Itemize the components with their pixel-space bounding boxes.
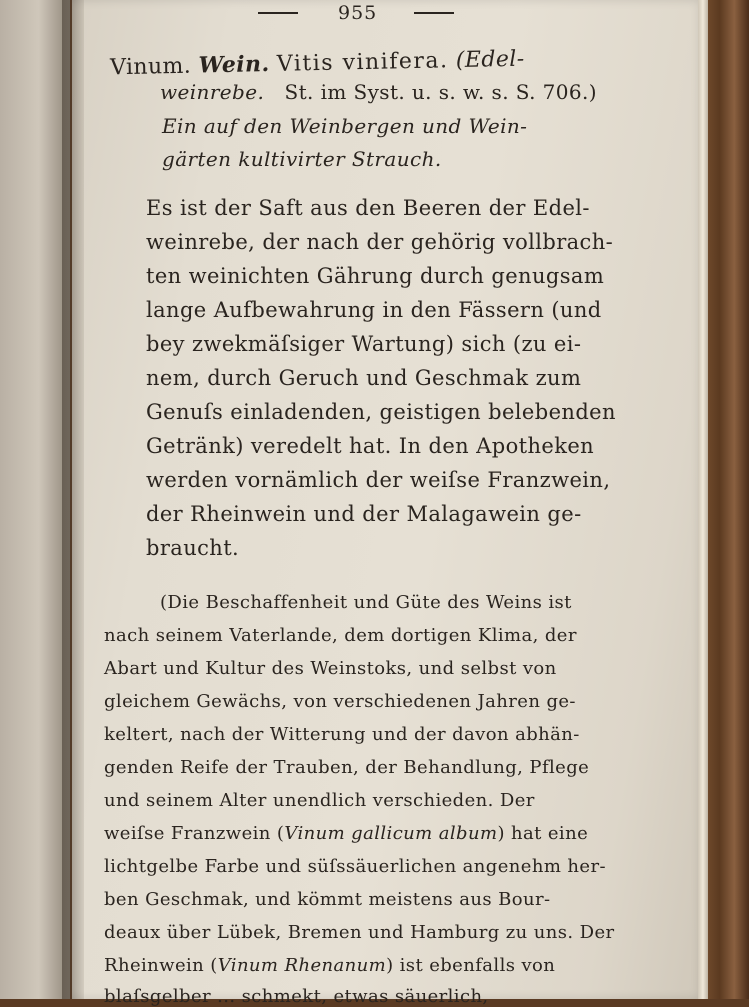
para1-line: braucht. [146, 536, 240, 560]
left-facing-page [0, 0, 70, 999]
species-name: Vitis vinifera. [276, 48, 449, 77]
para2-line-cut: blaſsgelber ... schmekt, etwas säuerlich, [104, 986, 489, 1007]
page-header [258, 2, 458, 24]
para1-line: werden vornämlich der weiſse Franzwein, [146, 468, 611, 492]
para2-line: ben Geschmak, und kömmt meistens aus Bour- [104, 889, 551, 910]
para2-line: nach seinem Vaterlande, dem dortigen Klima, der [104, 625, 577, 646]
para2-line [104, 955, 555, 976]
text-fragment: Rheinwein ( [104, 955, 218, 976]
page-number: 955 [338, 2, 378, 24]
para1-line: nem, durch Geruch und Geschmak zum [146, 366, 582, 390]
para1-line: weinrebe, der nach der gehörig vollbrach- [146, 230, 614, 254]
entry-title-line-2 [160, 80, 597, 104]
para2-line: keltert, nach der Witterung und der davon abhän- [104, 724, 580, 745]
para1-line: ten weinichten Gährung durch genugsam [146, 264, 605, 288]
latin-term: Vinum Rhenanum [217, 955, 387, 976]
para2-line: lichtgelbe Farbe und süſssäuerlichen angenehm her- [104, 856, 606, 877]
latin-name: Vinum. [109, 53, 192, 81]
german-name: Wein. [198, 51, 270, 79]
latin-term: Vinum gallicum album [284, 823, 498, 844]
para2-line: und seinem Alter unendlich verschieden. Der [104, 790, 535, 811]
para2-line [104, 823, 588, 844]
para1-line: Getränk) veredelt hat. In den Apotheken [146, 434, 595, 458]
header-right-rule [414, 12, 454, 14]
system-reference: St. im Syst. u. s. w. s. S. 706.) [284, 80, 597, 104]
para1-line: Es ist der Saft aus den Beeren der Edel- [146, 196, 590, 220]
para2-line: Abart und Kultur des Weinstoks, und selbst von [104, 658, 557, 679]
para1-line: der Rheinwein und der Malagawein ge- [146, 502, 582, 526]
entry-description-line-1: Ein auf den Weinbergen und Wein- [162, 114, 528, 138]
para1-line: bey zwekmäſsiger Wartung) sich (zu ei- [146, 332, 582, 356]
entry-description-line-2: gärten kultivirter Strauch. [162, 147, 442, 171]
text-fragment: weiſse Franzwein ( [104, 823, 285, 844]
text-fragment: ) hat eine [497, 823, 589, 844]
header-left-rule [258, 12, 298, 14]
para2-line: deaux über Lübek, Bremen und Hamburg zu uns. Der [104, 922, 615, 943]
para2-line: genden Reife der Trauben, der Behandlung, Pflege [104, 757, 590, 778]
para1-line: Genuſs einladenden, geistigen belebenden [146, 400, 616, 424]
para1-line: lange Aufbewahrung in den Fässern (und [146, 298, 602, 322]
species-german-end: weinrebe. [160, 80, 265, 104]
para2-line: (Die Beschaffenheit und Güte des Weins ist [160, 592, 572, 613]
page-edges [698, 0, 708, 999]
text-fragment: ) ist ebenfalls von [386, 955, 556, 976]
species-german-start: (Edel- [455, 46, 525, 74]
book-gutter-shadow [62, 0, 84, 999]
para2-line: gleichem Gewächs, von verschiedenen Jahren ge- [104, 691, 576, 712]
